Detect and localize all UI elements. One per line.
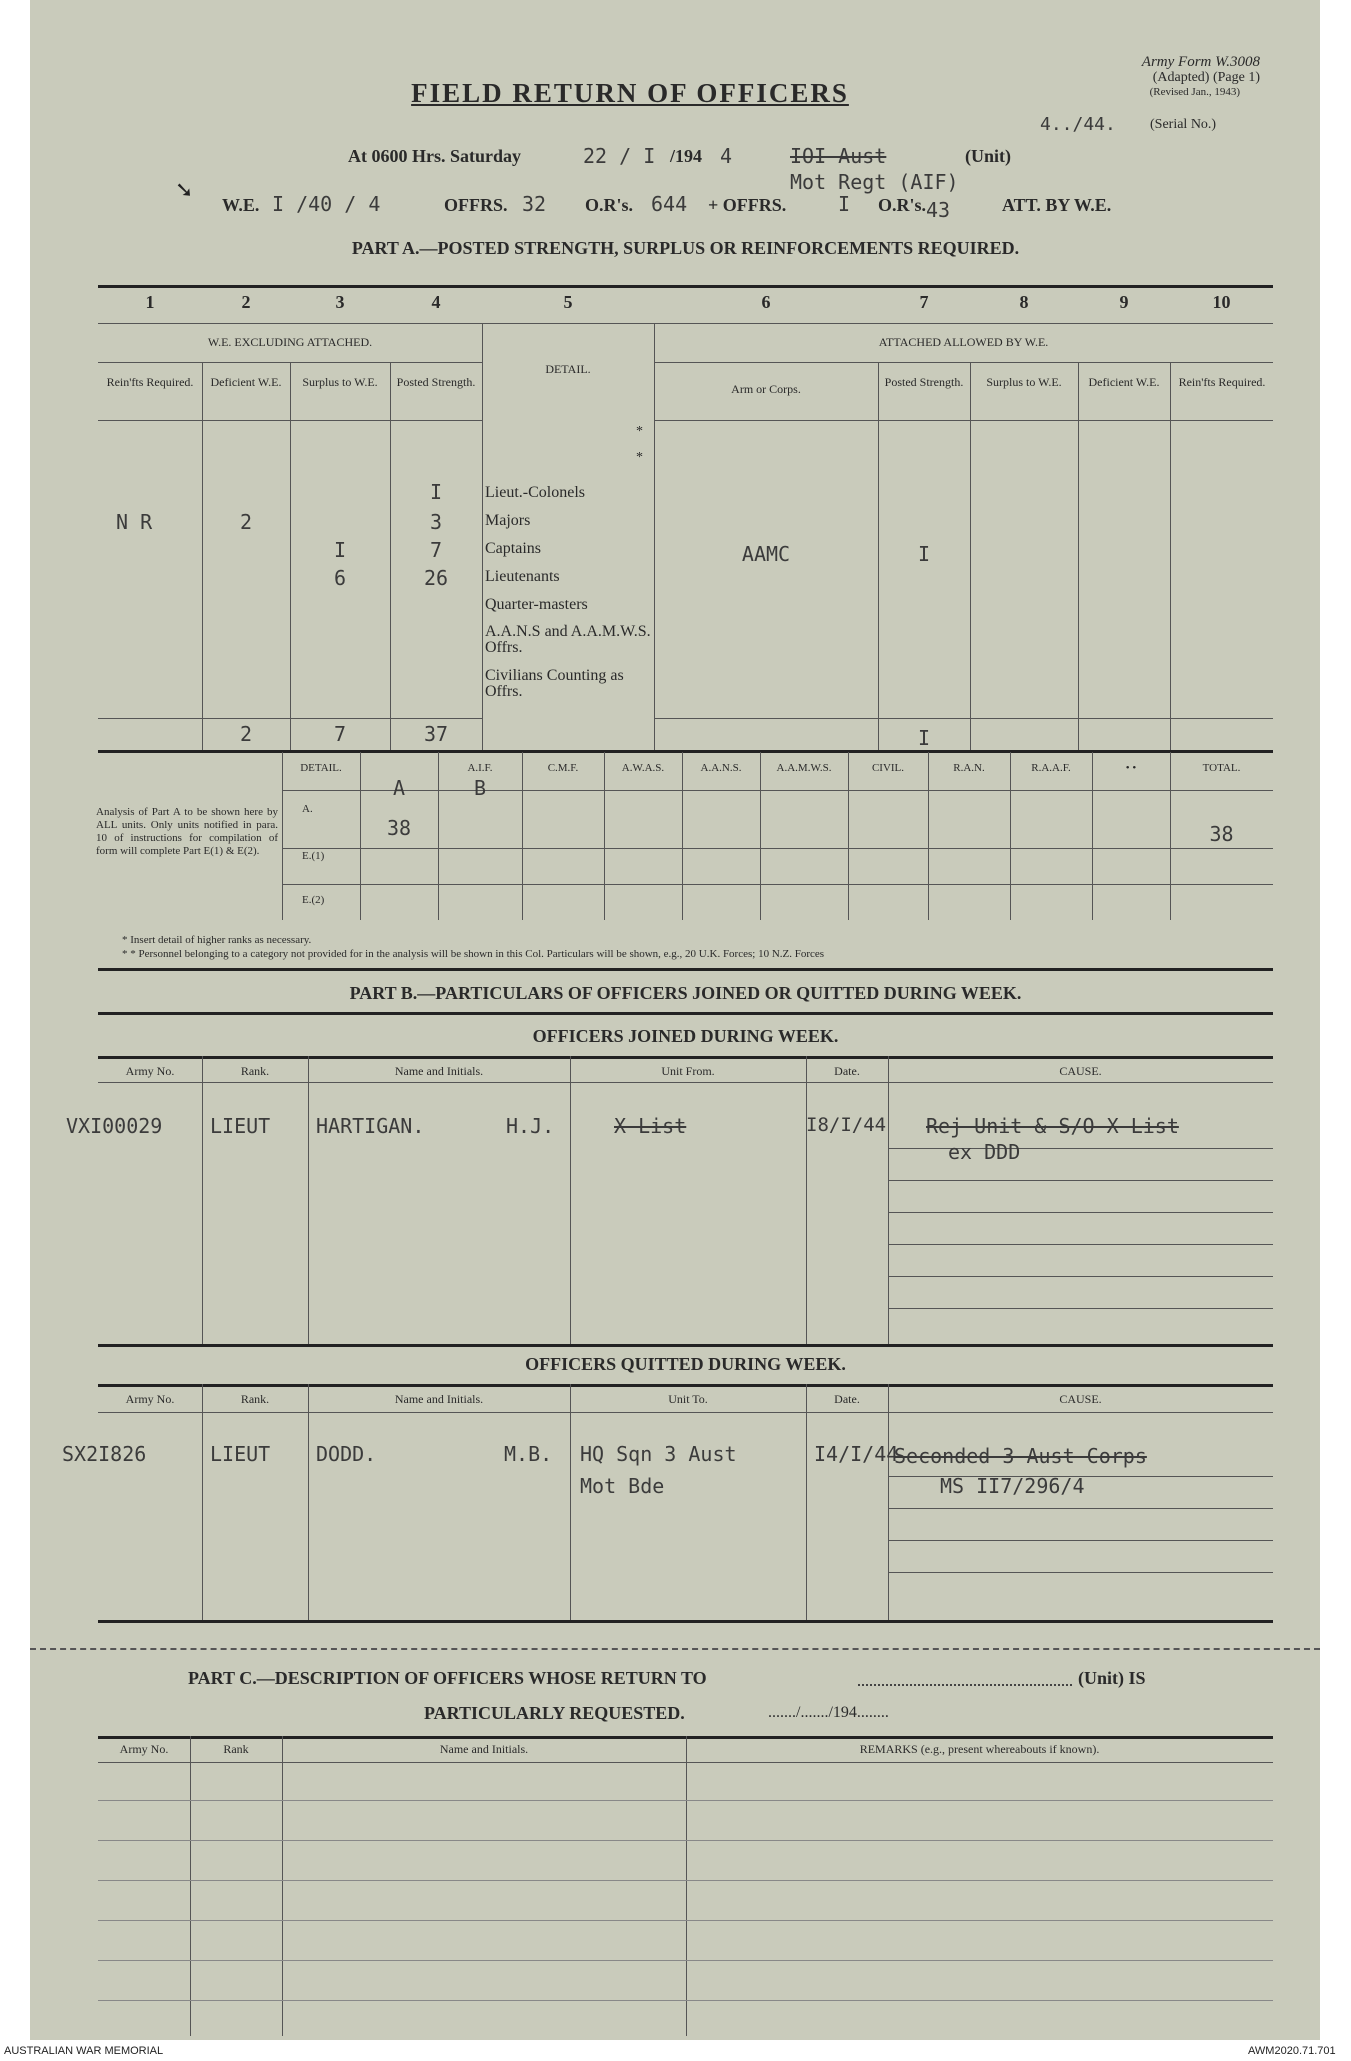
- att-posted-value: I: [917, 542, 931, 566]
- quitted-header-army-no: Army No.: [125, 1392, 175, 1406]
- part-b-title: PART B.—PARTICULARS OF OFFICERS JOINED OR QUITTED DURING WEEK.: [349, 983, 1022, 1003]
- analysis-hw-a: A: [392, 776, 406, 800]
- we-value: I /40 / 4: [272, 192, 381, 216]
- army-form-number: Army Form W.3008: [1141, 54, 1260, 70]
- rank-lieut-colonels: Lieut.-Colonels: [485, 484, 585, 501]
- tear-line: [30, 1648, 1320, 1650]
- rank-captains: Captains: [485, 540, 541, 557]
- deficient-majors-value: 2: [239, 510, 253, 534]
- posted-captains-value: 7: [429, 538, 443, 562]
- at-label: At 0600 Hrs. Saturday: [348, 146, 522, 166]
- joined-header-cause: CAUSE.: [1059, 1064, 1102, 1078]
- joined-initials: H.J.: [506, 1114, 555, 1138]
- quitted-header-rank: Rank.: [240, 1392, 270, 1406]
- footer-right: AWM2020.71.701: [1248, 2045, 1336, 2057]
- arrow-mark-icon: ➘: [175, 178, 194, 203]
- posted-ltcol-value: I: [429, 480, 443, 504]
- col-number-2: 2: [241, 292, 251, 312]
- quitted-header-unit-to: Unit To.: [668, 1392, 708, 1406]
- joined-date: I8/I/44: [806, 1114, 887, 1136]
- analysis-row-e1: E.(1): [302, 850, 325, 862]
- unit-label: (Unit): [965, 146, 1011, 166]
- rank-civilians: Civilians Counting as Offrs.: [485, 667, 624, 700]
- posted-lieutenants-value: 26: [423, 566, 449, 590]
- part-c-requested: PARTICULARLY REQUESTED.: [424, 1703, 685, 1723]
- col-number-4: 4: [431, 292, 441, 312]
- attached-allowed-header: ATTACHED ALLOWED BY W.E.: [878, 335, 1049, 349]
- att-label: ATT. BY W.E.: [1002, 195, 1112, 215]
- surplus-captains-value: I: [333, 538, 347, 562]
- unit-name-line1: IOI Aust: [790, 144, 887, 168]
- col-number-9: 9: [1119, 292, 1129, 312]
- adapted-page: (Adapted) (Page 1): [1152, 70, 1260, 85]
- quitted-cause-line2: MS II7/296/4: [940, 1474, 1085, 1498]
- quitted-title: OFFICERS QUITTED DURING WEEK.: [525, 1354, 846, 1374]
- analysis-civil-header: CIVIL.: [871, 762, 905, 774]
- header-deficient-we: Deficient W.E.: [210, 375, 282, 389]
- offrs-value: 32: [522, 192, 547, 216]
- detail-header: DETAIL.: [545, 362, 591, 376]
- col-number-3: 3: [335, 292, 345, 312]
- surplus-lieutenants-value: 6: [333, 566, 347, 590]
- header-reinfts-required: Rein'fts Required.: [106, 375, 194, 389]
- col-number-6: 6: [761, 292, 771, 312]
- footnote-1: * Insert detail of higher ranks as necessary.: [122, 934, 312, 946]
- analysis-aif-value: 38: [386, 816, 412, 840]
- footer-left: AUSTRALIAN WAR MEMORIAL: [4, 2045, 164, 2057]
- analysis-hw-b: B: [473, 776, 487, 800]
- part-a-title: PART A.—POSTED STRENGTH, SURPLUS OR REINFORCEMENTS REQUIRED.: [351, 238, 1020, 258]
- quitted-header-name: Name and Initials.: [394, 1392, 484, 1406]
- joined-header-name: Name and Initials.: [394, 1064, 484, 1078]
- joined-unit-from: X List: [614, 1114, 687, 1138]
- joined-header-army-no: Army No.: [125, 1064, 175, 1078]
- rank-majors: Majors: [485, 512, 531, 529]
- star-1: *: [636, 424, 643, 439]
- analysis-aans-header: A.A.N.S.: [700, 762, 742, 774]
- header-surplus-we: Surplus to W.E.: [302, 375, 378, 389]
- analysis-row-e2: E.(2): [302, 894, 325, 906]
- header-att-deficient-we: Deficient W.E.: [1088, 375, 1160, 389]
- serial-value: 4../44.: [1040, 114, 1116, 135]
- col-number-8: 8: [1019, 292, 1029, 312]
- rank-quarter-masters: Quarter-masters: [485, 596, 588, 613]
- quitted-name: DODD.: [316, 1442, 377, 1466]
- year-prefix: /194: [670, 146, 703, 166]
- header-posted-strength: Posted Strength.: [396, 375, 476, 389]
- quitted-rank: LIEUT: [210, 1442, 271, 1466]
- joined-rank: LIEUT: [210, 1114, 271, 1138]
- serial-label: (Serial No.): [1150, 117, 1217, 132]
- ors2-value: 43: [926, 198, 951, 222]
- header-arm-or-corps: Arm or Corps.: [731, 382, 801, 396]
- return-date: 22 / I: [583, 144, 656, 168]
- year-value: 4: [720, 144, 733, 168]
- quitted-header-cause: CAUSE.: [1059, 1392, 1102, 1406]
- part-c-unit-blank[interactable]: [858, 1684, 1072, 1686]
- part-c-header-rank: Rank: [223, 1742, 249, 1756]
- part-c-date-blank[interactable]: ......./......./194........: [768, 1704, 889, 1721]
- total-att-posted: I: [917, 726, 931, 750]
- arm-corps-value: AAMC: [741, 542, 791, 566]
- analysis-total-value: 38: [1209, 822, 1234, 846]
- part-c-header-army-no: Army No.: [119, 1742, 169, 1756]
- footnote-2: * * Personnel belonging to a category not provided for in the analysis will be shown in this Col. Particulars will be shown, e.g., 20 U.K. Forces; 10 N.Z. Forces: [122, 948, 825, 960]
- rank-lieutenants: Lieutenants: [485, 568, 560, 585]
- form-title: FIELD RETURN OF OFFICERS: [411, 78, 849, 108]
- quitted-cause-line1: Seconded 3 Aust Corps: [894, 1444, 1147, 1468]
- quitted-army-no: SX2I826: [62, 1442, 147, 1466]
- col-number-1: 1: [145, 292, 155, 312]
- total-surplus: 7: [333, 722, 347, 746]
- ors-value: 644: [651, 192, 688, 216]
- analysis-cmf-header: C.M.F.: [547, 762, 579, 774]
- unit-name-line2: Mot Regt (AIF): [790, 170, 959, 194]
- part-c-header-name: Name and Initials.: [439, 1742, 529, 1756]
- analysis-detail-header: DETAIL.: [300, 762, 342, 774]
- joined-cause-line1: Rej Unit & S/O X List: [926, 1114, 1179, 1138]
- plus-offrs-label: + OFFRS.: [708, 195, 787, 215]
- analysis-ran-header: R.A.N.: [953, 762, 985, 774]
- quitted-initials: M.B.: [504, 1442, 553, 1466]
- joined-title: OFFICERS JOINED DURING WEEK.: [532, 1026, 839, 1046]
- joined-header-unit-from: Unit From.: [661, 1064, 715, 1078]
- joined-header-date: Date.: [834, 1064, 860, 1078]
- posted-majors-value: 3: [429, 510, 443, 534]
- analysis-aamws-header: A.A.M.W.S.: [776, 762, 832, 774]
- analysis-other-header: • •: [1125, 762, 1137, 774]
- analysis-aif-header: A.I.F.: [467, 762, 493, 774]
- analysis-awas-header: A.W.A.S.: [621, 762, 665, 774]
- col-number-10: 10: [1212, 292, 1231, 312]
- header-att-reinfts-required: Rein'fts Required.: [1178, 375, 1266, 389]
- col-number-5: 5: [563, 292, 573, 312]
- reinfts-value: N R: [116, 510, 153, 534]
- quitted-date: I4/I/44: [814, 1442, 899, 1466]
- quitted-unit-line2: Mot Bde: [580, 1474, 665, 1498]
- part-c-title: PART C.—DESCRIPTION OF OFFICERS WHOSE RETURN TO: [188, 1668, 707, 1688]
- total-deficient: 2: [239, 722, 253, 746]
- revised-date: (Revised Jan., 1943): [1149, 86, 1240, 98]
- ors2-label: O.R's.: [878, 195, 927, 215]
- analysis-row-a: A.: [302, 803, 313, 815]
- part-c-unit-label: (Unit) IS: [1078, 1668, 1146, 1688]
- star-2: *: [636, 450, 643, 465]
- joined-header-rank: Rank.: [240, 1064, 270, 1078]
- joined-army-no: VXI00029: [66, 1114, 163, 1138]
- plus-offrs-value: I: [838, 192, 851, 216]
- quitted-header-date: Date.: [834, 1392, 860, 1406]
- header-att-posted-strength: Posted Strength.: [884, 375, 964, 389]
- analysis-total-header: TOTAL.: [1202, 762, 1241, 774]
- joined-name: HARTIGAN.: [316, 1114, 425, 1138]
- total-posted: 37: [423, 722, 449, 746]
- analysis-raaf-header: R.A.A.F.: [1031, 762, 1071, 774]
- offrs-label: OFFRS.: [444, 195, 508, 215]
- rank-aans-aamws: A.A.N.S and A.A.M.W.S. Offrs.: [485, 623, 651, 656]
- analysis-note: Analysis of Part A to be shown here by ALL units. Only units notified in para. 10 of instructions for compilation of form will complete Part E(1) & E(2).: [96, 806, 278, 857]
- part-c-header-remarks: REMARKS (e.g., present whereabouts if known).: [859, 1742, 1100, 1756]
- we-excluding-header: W.E. EXCLUDING ATTACHED.: [207, 335, 373, 349]
- quitted-unit-line1: HQ Sqn 3 Aust: [580, 1442, 737, 1466]
- col-number-7: 7: [919, 292, 929, 312]
- we-label: W.E.: [222, 195, 260, 215]
- joined-cause-line2: ex DDD: [948, 1140, 1021, 1164]
- header-att-surplus-we: Surplus to W.E.: [986, 375, 1062, 389]
- ors-label: O.R's.: [585, 195, 634, 215]
